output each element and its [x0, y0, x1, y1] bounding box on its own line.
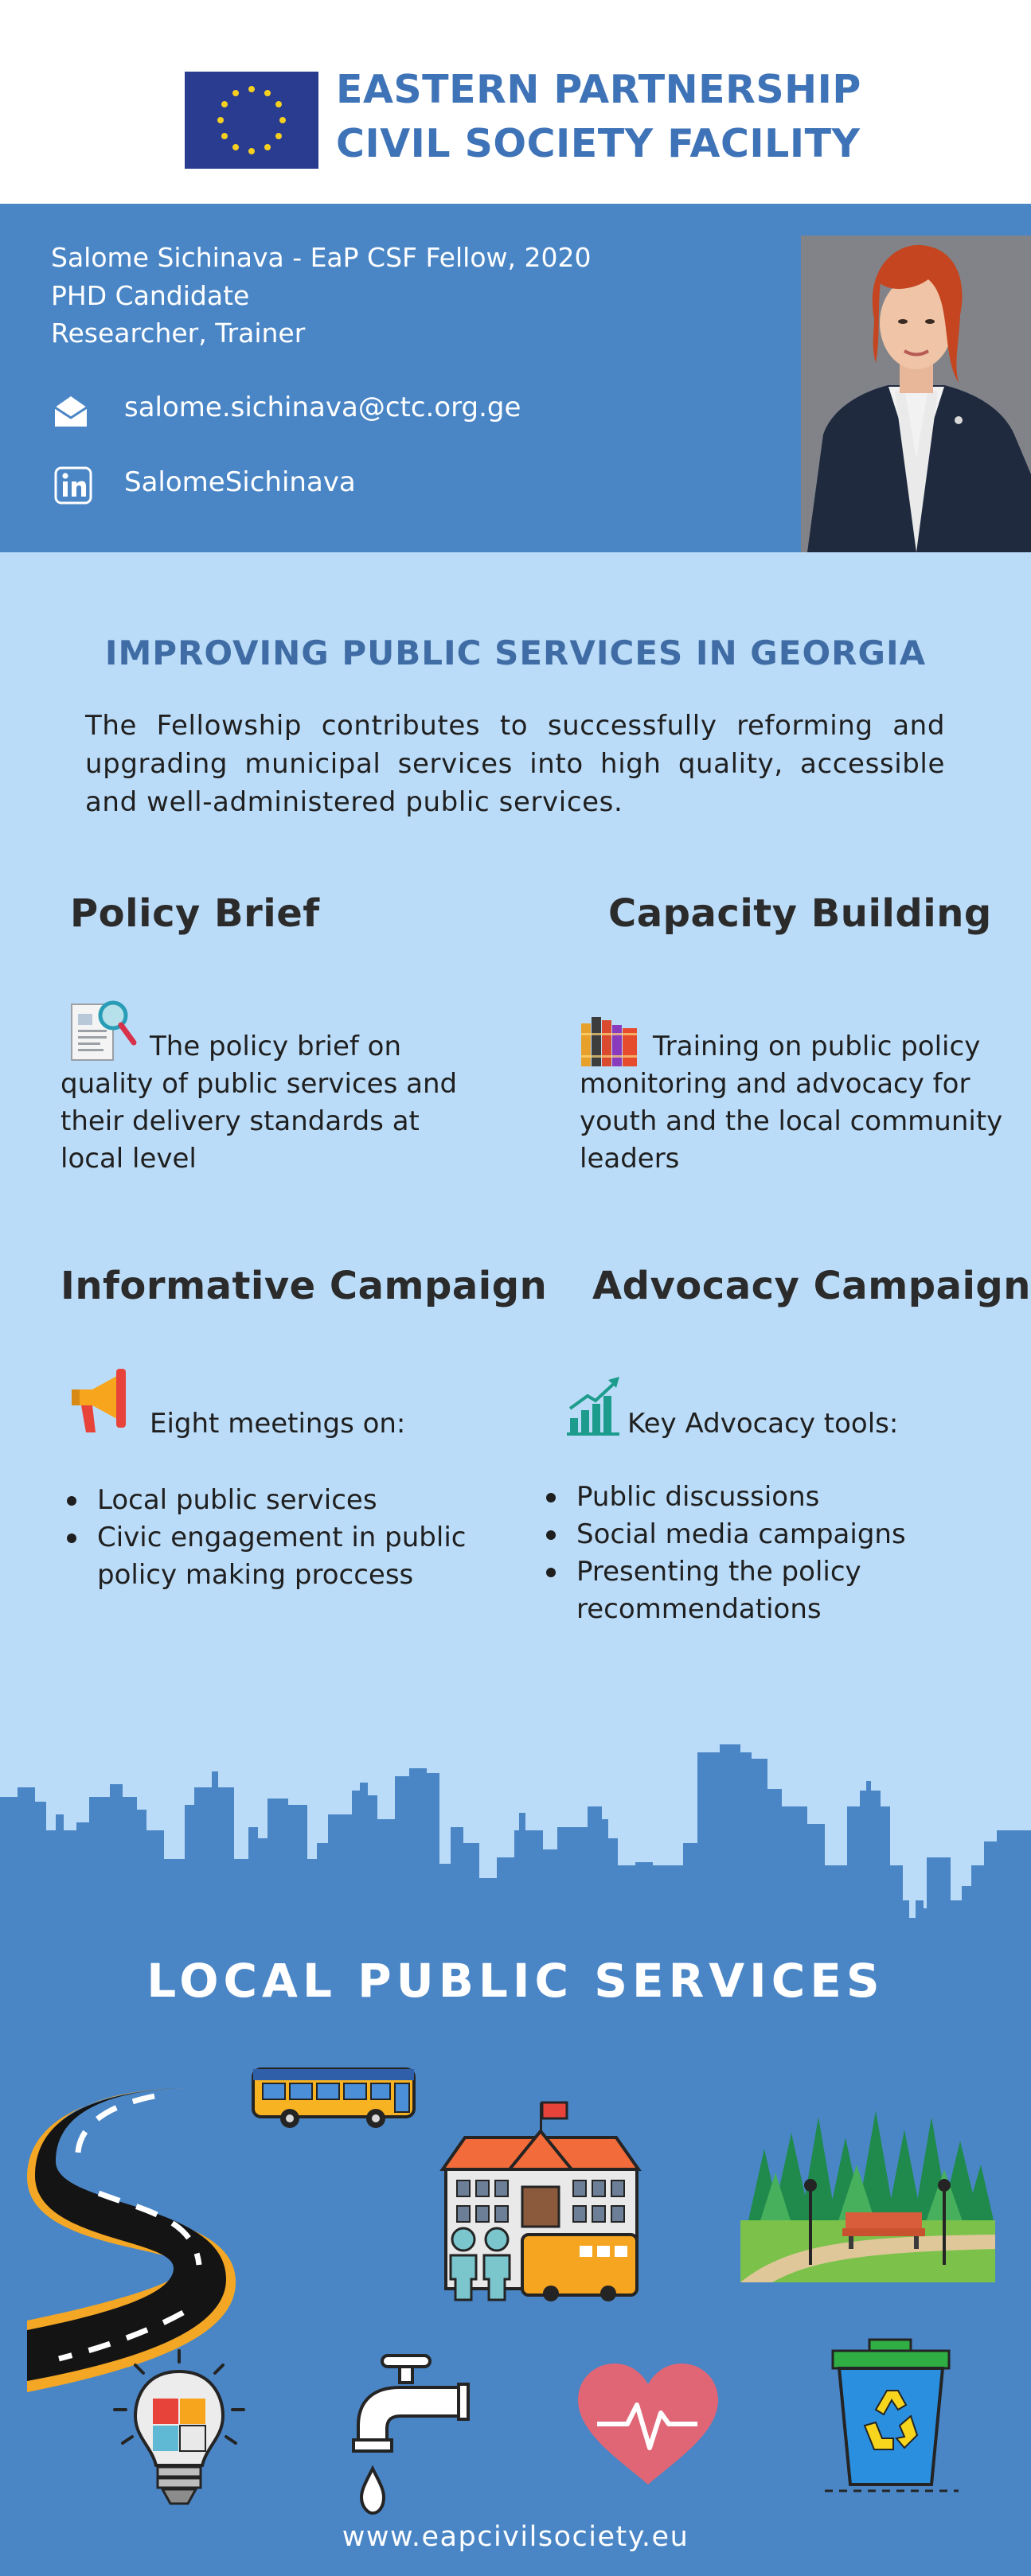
linkedin-icon — [54, 466, 92, 505]
informative-campaign-list — [62, 1482, 492, 1594]
growth-chart-icon — [567, 1374, 623, 1436]
school-icon — [439, 2099, 642, 2303]
profile-name: Salome Sichinava - EaP CSF Fellow, 2020 — [51, 242, 592, 273]
advocacy-campaign-lead: Key Advocacy tools: — [627, 1408, 899, 1440]
list-item: Social media campaigns — [541, 1516, 987, 1553]
policy-brief-title: Policy Brief — [70, 891, 320, 936]
list-item: Local public services — [62, 1482, 492, 1519]
megaphone-icon — [68, 1367, 137, 1436]
envelope-icon — [53, 393, 89, 430]
policy-brief-text: The policy brief on quality of public services and their delivery standards at local level — [61, 1031, 458, 1175]
water-tap-icon — [326, 2352, 471, 2519]
city-skyline — [0, 1711, 1031, 1926]
lightbulb-puzzle-icon — [111, 2348, 247, 2523]
informative-campaign-lead: Eight meetings on: — [150, 1408, 406, 1440]
profile-portrait — [801, 236, 1031, 552]
profile-band — [0, 204, 1031, 552]
informative-campaign-title: Informative Campaign — [61, 1264, 548, 1308]
website-link[interactable]: www.eapcivilsociety.eu — [342, 2521, 689, 2553]
brand-title-line2: CIVIL SOCIETY FACILITY — [336, 121, 861, 166]
intro-text: The Fellowship contributes to successfully reforming and upgrading municipal services into high quality, accessible and well-administered public services. — [85, 710, 945, 818]
bus-icon — [250, 2066, 419, 2131]
eu-flag-icon — [185, 72, 318, 169]
capacity-building-title: Capacity Building — [608, 891, 992, 936]
profile-role: Researcher, Trainer — [51, 318, 306, 349]
capacity-building-text: Training on public policy monitoring and advocacy for youth and the local community leaders — [580, 1031, 1003, 1175]
email-link[interactable]: salome.sichinava@ctc.org.ge — [124, 392, 521, 423]
list-item: Civic engagement in public policy making proccess — [62, 1519, 492, 1594]
list-item: Public discussions — [541, 1479, 987, 1516]
advocacy-campaign-title: Advocacy Campaign — [592, 1264, 1031, 1308]
list-item: Presenting the policy recommendations — [541, 1553, 987, 1628]
page-title: IMPROVING PUBLIC SERVICES IN GEORGIA — [104, 633, 927, 672]
linkedin-link[interactable]: SalomeSichinava — [124, 466, 356, 498]
heart-pulse-icon — [575, 2360, 721, 2488]
header — [0, 0, 1031, 204]
recycle-bin-icon — [820, 2336, 963, 2496]
services-title: LOCAL PUBLIC SERVICES — [146, 1954, 885, 2008]
advocacy-campaign-list — [541, 1479, 987, 1628]
profile-degree: PHD Candidate — [51, 280, 250, 311]
park-icon — [740, 2101, 995, 2282]
brand-title-line1: EASTERN PARTNERSHIP — [336, 67, 861, 112]
